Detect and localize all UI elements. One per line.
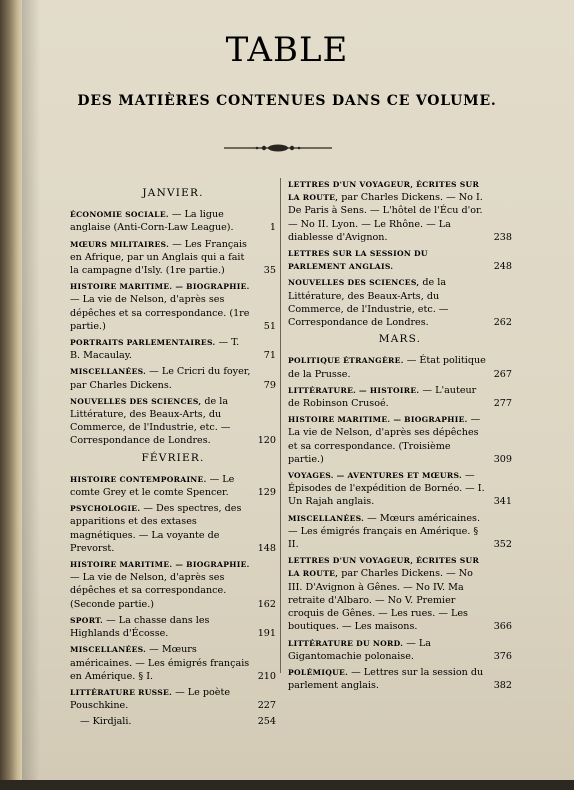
entry-section-heading: NOUVELLES DES SCIENCES, (288, 278, 420, 288)
entry-page-number: 277 (493, 398, 512, 410)
entry-page-number: 79 (263, 379, 276, 391)
entry-section-heading: PORTRAITS PARLEMENTAIRES. (70, 338, 216, 348)
entry-title: — Épisodes de l'expédition de Bornéo. — I. Un Rajah anglais. (288, 470, 485, 508)
toc-entry (70, 365, 276, 391)
entry-page-number: 238 (493, 231, 512, 243)
entry-title: — Kirdjali. (80, 716, 132, 728)
entry-title: — La Gigantomachie polonaise. (288, 637, 431, 662)
toc-entry (288, 384, 512, 410)
entry-title: par Charles Dickens. — No III. D'Avignon à Gênes. — No IV. Ma retraite d'Albaro. — No V. Premier croquis de Gênes. — Les rues. — Les boutiques. — Les maisons. (288, 568, 473, 633)
entry-section-heading: LITTÉRATURE RUSSE. (70, 687, 173, 697)
toc-entry (70, 643, 276, 683)
entry-section-heading: HISTOIRE CONTEMPORAINE. (70, 474, 207, 484)
entry-page-number: 1 (269, 222, 276, 234)
toc-entry (288, 469, 512, 509)
entry-page-number: 148 (257, 542, 276, 554)
entry-section-heading: VOYAGES. — AVENTURES ET MŒURS. (288, 471, 462, 481)
entry-section-heading: ÉCONOMIE SOCIALE. (70, 210, 169, 220)
entry-section-heading: LETTRES SUR LA SESSION DU PARLEMENT ANGLAIS. (288, 249, 428, 272)
right-column (288, 178, 512, 695)
ornament-divider (224, 142, 332, 154)
entry-page-number: 341 (493, 496, 512, 508)
toc-entry (288, 554, 512, 633)
toc-entry (70, 558, 276, 611)
entry-title: — Le Cricri du foyer, par Charles Dickens. (70, 366, 251, 391)
entry-section-heading: LETTRES D'UN VOYAGEUR, ÉCRITES SUR LA ROUTE, (288, 180, 480, 203)
entry-title: de la Littérature, des Beaux-Arts, du Commerce, de l'Industrie, etc. — Correspondance de Londres. (288, 277, 449, 329)
entry-section-heading: POLITIQUE ÉTRANGÈRE. (288, 356, 404, 366)
entry-title: — T. B. Macaulay. (70, 337, 240, 362)
entry-page-number: 267 (493, 368, 512, 380)
page-title: TABLE (225, 30, 349, 70)
month-heading: MARS. (378, 333, 422, 346)
page-bottom-edge (0, 780, 574, 790)
entry-section-heading: HISTOIRE MARITIME. — BIOGRAPHIE. (70, 560, 250, 570)
entry-title: — Mœurs américaines. — Les émigrés français en Amérique. § II. (288, 512, 481, 551)
entry-page-number: 254 (257, 716, 276, 728)
entry-title: — Mœurs américaines. — Les émigrés français en Amérique. § I. (70, 644, 250, 682)
entry-title: — La ligue anglaise (Anti-Corn-Law League). (70, 209, 234, 234)
entry-page-number: 35 (263, 265, 276, 277)
entry-section-heading: PSYCHOLOGIE. (70, 504, 141, 514)
entry-title: — Des spectres, des apparitions et des extases magnétiques. — La voyante de Prevorst. (70, 503, 242, 554)
toc-entry (288, 413, 512, 466)
toc-entry (70, 238, 276, 278)
entry-page-number: 191 (257, 628, 276, 640)
toc-entry (288, 637, 512, 663)
toc-entry (288, 276, 512, 329)
entry-section-heading: MŒURS MILITAIRES. (70, 239, 170, 249)
toc-entry (288, 512, 512, 552)
left-column (70, 183, 276, 732)
toc-entry (70, 336, 276, 362)
entry-title: — État politique de la Prusse. (288, 355, 486, 380)
entry-title: — Le poète Pouschkine. (70, 686, 231, 712)
month-heading: FÉVRIER. (141, 451, 205, 464)
entry-title: par Charles Dickens. — No I. De Paris à Sens. — L'hôtel de l'Écu d'or. — No II. Lyon. — Le Rhône. — La diablesse d'Avignon. (288, 192, 483, 243)
entry-section-heading: POLÉMIQUE. (288, 667, 349, 677)
entry-section-heading: MISCELLANÉES. (288, 513, 365, 523)
entry-title: — La vie de Nelson, d'après ses dépêches et sa correspondance. (1re partie.) (70, 294, 250, 332)
entry-page-number: 227 (257, 700, 276, 712)
entry-page-number: 309 (493, 453, 512, 465)
entry-title: — La chasse dans les Highlands d'Écosse. (70, 614, 210, 640)
entry-section-heading: MISCELLANÉES. (70, 645, 147, 655)
entry-section-heading: LETTRES D'UN VOYAGEUR, ÉCRITES SUR LA ROUTE, (288, 556, 480, 579)
entry-page-number: 382 (493, 680, 512, 692)
toc-entry (70, 280, 276, 333)
toc-entry (70, 686, 276, 712)
toc-entry (70, 502, 276, 555)
toc-entry (70, 208, 276, 234)
entry-title: — Le comte Grey et le comte Spencer. (70, 473, 235, 499)
entry-title: — L'auteur de Robinson Crusoé. (288, 384, 477, 410)
entry-page-number: 248 (493, 261, 512, 273)
entry-section-heading: HISTOIRE MARITIME. — BIOGRAPHIE. (70, 282, 250, 292)
toc-entry (288, 354, 512, 380)
book-spine (0, 0, 22, 790)
entry-page-number: 71 (263, 350, 276, 362)
toc-entry (70, 715, 276, 728)
entry-title: — La vie de Nelson, d'après ses dépêches et sa correspondance. (Seconde partie.) (70, 572, 227, 610)
entry-page-number: 210 (257, 670, 276, 682)
entry-page-number: 262 (493, 317, 512, 329)
page-subtitle: DES MATIÈRES CONTENUES DANS CE VOLUME. (77, 93, 497, 109)
entry-title: de la Littérature, des Beaux-Arts, du Commerce, de l'Industrie, etc. — Correspondance de Londres. (70, 395, 231, 447)
entry-section-heading: LITTÉRATURE. — HISTOIRE. (288, 385, 420, 395)
entry-page-number: 120 (257, 435, 276, 447)
entry-section-heading: HISTOIRE MARITIME. — BIOGRAPHIE. (288, 415, 468, 425)
entry-title: — Les Français en Afrique, par un Anglais qui a fait la campagne d'Isly. (1re partie.) (70, 238, 247, 277)
entry-section-heading: NOUVELLES DES SCIENCES, (70, 396, 202, 406)
toc-entry (70, 473, 276, 499)
toc-entry (288, 247, 512, 273)
toc-entry (288, 666, 512, 692)
entry-section-heading: SPORT. (70, 615, 104, 625)
entry-title: — La vie de Nelson, d'après ses dépêches et sa correspondance. (Troisième partie.) (288, 414, 481, 465)
toc-entry (288, 178, 512, 244)
toc-entry (70, 395, 276, 448)
entry-section-heading: LITTÉRATURE DU NORD. (288, 638, 404, 648)
entry-page-number: 129 (257, 487, 276, 499)
entry-page-number: 51 (263, 320, 276, 332)
entry-title: — Lettres sur la session du parlement anglais. (288, 666, 484, 692)
entry-section-heading: MISCELLANÉES. (70, 367, 147, 377)
column-divider (280, 178, 281, 673)
entry-page-number: 162 (257, 598, 276, 610)
month-heading: JANVIER. (142, 187, 204, 199)
entry-page-number: 352 (493, 539, 512, 551)
toc-entry (70, 614, 276, 640)
entry-page-number: 366 (493, 621, 512, 633)
entry-page-number: 376 (493, 650, 512, 662)
